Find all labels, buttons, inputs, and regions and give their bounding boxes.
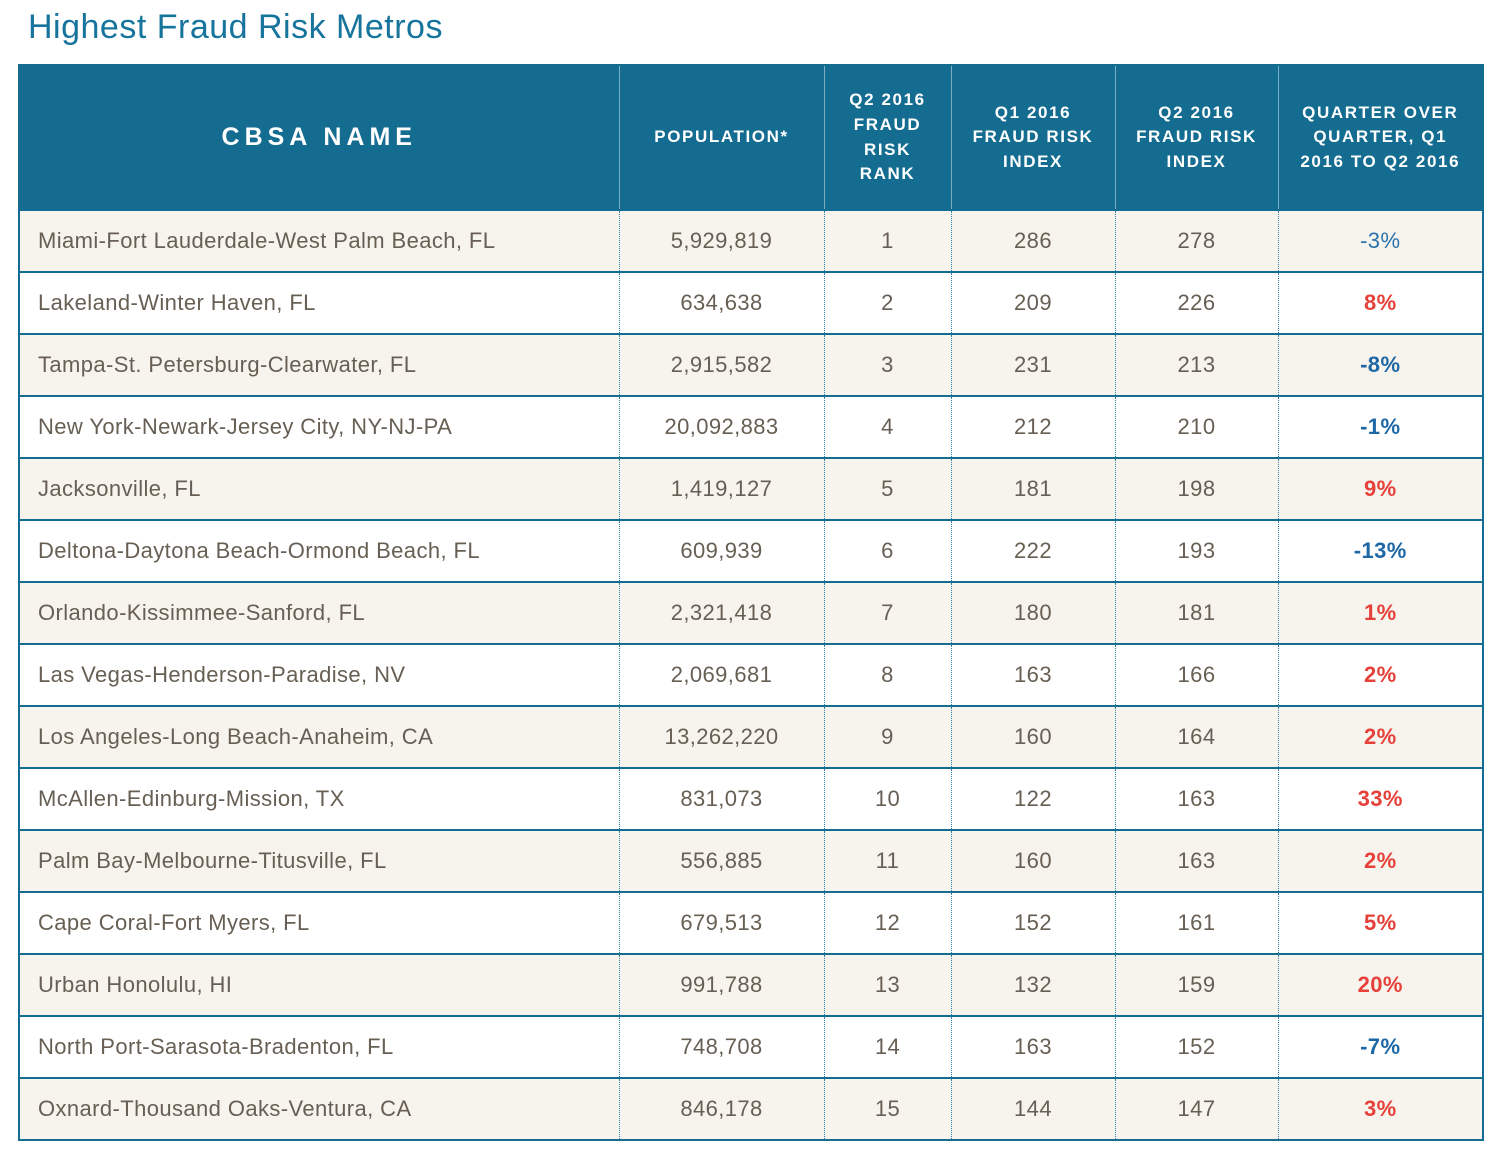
- qoq-change-cell: 2%: [1278, 830, 1483, 892]
- table-body: [19, 210, 1483, 1140]
- rank-cell: 5: [824, 458, 951, 520]
- qoq-change-cell: -7%: [1278, 1016, 1483, 1078]
- rank-cell: 2: [824, 272, 951, 334]
- qoq-change-cell: -13%: [1278, 520, 1483, 582]
- qoq-change-cell: 9%: [1278, 458, 1483, 520]
- rank-cell: 3: [824, 334, 951, 396]
- q1-index-cell: 212: [951, 396, 1115, 458]
- cbsa-name-cell: Palm Bay-Melbourne-Titusville, FL: [19, 830, 619, 892]
- qoq-change-cell: -3%: [1278, 210, 1483, 272]
- q2-index-cell: 278: [1115, 210, 1278, 272]
- population-cell: 2,069,681: [619, 644, 824, 706]
- population-cell: 20,092,883: [619, 396, 824, 458]
- q1-index-cell: 222: [951, 520, 1115, 582]
- q2-index-cell: 161: [1115, 892, 1278, 954]
- qoq-change-cell: 2%: [1278, 706, 1483, 768]
- cbsa-name-cell: Lakeland-Winter Haven, FL: [19, 272, 619, 334]
- q1-index-cell: 152: [951, 892, 1115, 954]
- qoq-change-cell: 2%: [1278, 644, 1483, 706]
- cbsa-name-cell: Deltona-Daytona Beach-Ormond Beach, FL: [19, 520, 619, 582]
- rank-cell: 6: [824, 520, 951, 582]
- q1-index-cell: 160: [951, 706, 1115, 768]
- q2-index-cell: 159: [1115, 954, 1278, 1016]
- population-cell: 679,513: [619, 892, 824, 954]
- q1-index-cell: 163: [951, 1016, 1115, 1078]
- table-row: [19, 582, 1483, 644]
- column-header-cbsa-name: CBSA NAME: [19, 65, 619, 210]
- table-row: [19, 644, 1483, 706]
- q1-index-cell: 286: [951, 210, 1115, 272]
- qoq-change-cell: 20%: [1278, 954, 1483, 1016]
- header-row: [19, 65, 1483, 210]
- qoq-change-cell: -8%: [1278, 334, 1483, 396]
- q2-index-cell: 163: [1115, 768, 1278, 830]
- q2-index-cell: 198: [1115, 458, 1278, 520]
- q2-index-cell: 147: [1115, 1078, 1278, 1140]
- table-row: [19, 210, 1483, 272]
- table-row: [19, 768, 1483, 830]
- population-cell: 2,915,582: [619, 334, 824, 396]
- q1-index-cell: 181: [951, 458, 1115, 520]
- population-cell: 634,638: [619, 272, 824, 334]
- q1-index-cell: 122: [951, 768, 1115, 830]
- page-title: Highest Fraud Risk Metros: [28, 8, 443, 46]
- population-cell: 5,929,819: [619, 210, 824, 272]
- q2-index-cell: 152: [1115, 1016, 1278, 1078]
- population-cell: 1,419,127: [619, 458, 824, 520]
- qoq-change-cell: -1%: [1278, 396, 1483, 458]
- population-cell: 556,885: [619, 830, 824, 892]
- table-row: [19, 520, 1483, 582]
- column-header-q1-2016-fraud-risk-index: Q1 2016 FRAUD RISK INDEX: [951, 65, 1115, 210]
- table-row: [19, 458, 1483, 520]
- table-row: [19, 1078, 1483, 1140]
- table-row: [19, 706, 1483, 768]
- q2-index-cell: 210: [1115, 396, 1278, 458]
- rank-cell: 9: [824, 706, 951, 768]
- rank-cell: 14: [824, 1016, 951, 1078]
- column-header-q2-2016-fraud-risk-index: Q2 2016 FRAUD RISK INDEX: [1115, 65, 1278, 210]
- qoq-change-cell: 3%: [1278, 1078, 1483, 1140]
- rank-cell: 12: [824, 892, 951, 954]
- q1-index-cell: 144: [951, 1078, 1115, 1140]
- table-row: [19, 892, 1483, 954]
- qoq-change-cell: 33%: [1278, 768, 1483, 830]
- table-row: [19, 396, 1483, 458]
- q2-index-cell: 193: [1115, 520, 1278, 582]
- cbsa-name-cell: North Port-Sarasota-Bradenton, FL: [19, 1016, 619, 1078]
- q1-index-cell: 132: [951, 954, 1115, 1016]
- q1-index-cell: 209: [951, 272, 1115, 334]
- q2-index-cell: 164: [1115, 706, 1278, 768]
- population-cell: 609,939: [619, 520, 824, 582]
- table-row: [19, 954, 1483, 1016]
- cbsa-name-cell: Cape Coral-Fort Myers, FL: [19, 892, 619, 954]
- column-header-population: POPULATION*: [619, 65, 824, 210]
- table-row: [19, 272, 1483, 334]
- table-row: [19, 1016, 1483, 1078]
- population-cell: 13,262,220: [619, 706, 824, 768]
- cbsa-name-cell: Urban Honolulu, HI: [19, 954, 619, 1016]
- q2-index-cell: 163: [1115, 830, 1278, 892]
- q1-index-cell: 180: [951, 582, 1115, 644]
- rank-cell: 13: [824, 954, 951, 1016]
- q2-index-cell: 166: [1115, 644, 1278, 706]
- table-header: [19, 65, 1483, 210]
- cbsa-name-cell: McAllen-Edinburg-Mission, TX: [19, 768, 619, 830]
- cbsa-name-cell: Miami-Fort Lauderdale-West Palm Beach, FL: [19, 210, 619, 272]
- rank-cell: 15: [824, 1078, 951, 1140]
- population-cell: 748,708: [619, 1016, 824, 1078]
- population-cell: 846,178: [619, 1078, 824, 1140]
- cbsa-name-cell: Orlando-Kissimmee-Sanford, FL: [19, 582, 619, 644]
- qoq-change-cell: 8%: [1278, 272, 1483, 334]
- rank-cell: 11: [824, 830, 951, 892]
- cbsa-name-cell: Tampa-St. Petersburg-Clearwater, FL: [19, 334, 619, 396]
- qoq-change-cell: 5%: [1278, 892, 1483, 954]
- cbsa-name-cell: Las Vegas-Henderson-Paradise, NV: [19, 644, 619, 706]
- table-row: [19, 334, 1483, 396]
- table-row: [19, 830, 1483, 892]
- rank-cell: 8: [824, 644, 951, 706]
- population-cell: 2,321,418: [619, 582, 824, 644]
- q1-index-cell: 163: [951, 644, 1115, 706]
- column-header-quarter-over-quarter: QUARTER OVER QUARTER, Q1 2016 TO Q2 2016: [1278, 65, 1483, 210]
- cbsa-name-cell: Oxnard-Thousand Oaks-Ventura, CA: [19, 1078, 619, 1140]
- qoq-change-cell: 1%: [1278, 582, 1483, 644]
- cbsa-name-cell: Los Angeles-Long Beach-Anaheim, CA: [19, 706, 619, 768]
- rank-cell: 1: [824, 210, 951, 272]
- rank-cell: 4: [824, 396, 951, 458]
- q1-index-cell: 160: [951, 830, 1115, 892]
- column-header-q2-2016-fraud-risk-rank: Q2 2016 FRAUD RISK RANK: [824, 65, 951, 210]
- cbsa-name-cell: New York-Newark-Jersey City, NY-NJ-PA: [19, 396, 619, 458]
- q2-index-cell: 213: [1115, 334, 1278, 396]
- q1-index-cell: 231: [951, 334, 1115, 396]
- rank-cell: 10: [824, 768, 951, 830]
- cbsa-name-cell: Jacksonville, FL: [19, 458, 619, 520]
- fraud-risk-table: [18, 64, 1484, 1141]
- q2-index-cell: 181: [1115, 582, 1278, 644]
- q2-index-cell: 226: [1115, 272, 1278, 334]
- population-cell: 991,788: [619, 954, 824, 1016]
- rank-cell: 7: [824, 582, 951, 644]
- population-cell: 831,073: [619, 768, 824, 830]
